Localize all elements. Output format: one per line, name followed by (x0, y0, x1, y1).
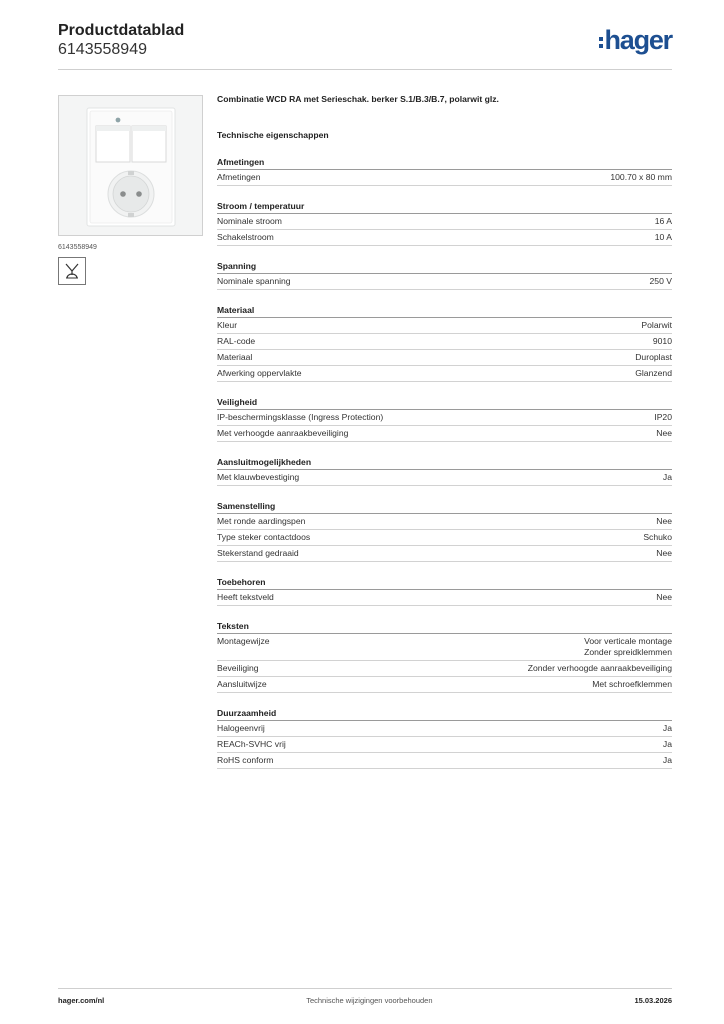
group-title: Teksten (217, 621, 672, 634)
property-value-line: Ja (662, 472, 672, 482)
technical-properties-heading: Technische eigenschappen (217, 130, 329, 140)
property-value-line: Nee (656, 428, 672, 438)
property-group (217, 305, 672, 382)
property-value (610, 172, 672, 183)
group-title: Afmetingen (217, 157, 672, 170)
property-row (217, 410, 672, 426)
property-row (217, 590, 672, 606)
logo-text: hager (604, 25, 672, 55)
property-row (217, 737, 672, 753)
property-label: Met verhoogde aanraakbeveiliging (217, 428, 349, 438)
property-label: IP-beschermingsklasse (Ingress Protection) (217, 412, 384, 422)
property-value-line: Nee (656, 592, 672, 602)
property-label: Materiaal (217, 352, 253, 362)
property-value (655, 216, 672, 227)
property-value (663, 739, 672, 750)
property-value-line: Met schroefklemmen (592, 679, 672, 689)
property-value (643, 532, 672, 543)
property-label: Stekerstand gedraaid (217, 548, 299, 558)
property-row (217, 214, 672, 230)
property-row (217, 677, 672, 693)
property-row (217, 318, 672, 334)
property-row (217, 634, 672, 661)
page-header (58, 22, 184, 59)
property-label: Heeft tekstveld (217, 592, 274, 602)
hager-logo (599, 26, 672, 54)
property-value (656, 428, 672, 439)
group-title: Samenstelling (217, 501, 672, 514)
socket-switch-image (59, 96, 202, 235)
property-value-line: Voor verticale montage (584, 636, 672, 646)
property-group (217, 397, 672, 442)
property-row (217, 170, 672, 186)
property-value-line: Nee (656, 516, 672, 526)
property-row (217, 546, 672, 562)
property-value (653, 336, 672, 347)
property-label: Afwerking oppervlakte (217, 368, 302, 378)
property-row (217, 661, 672, 677)
property-label: Type steker contactdoos (217, 532, 311, 542)
property-label: RoHS conform (217, 755, 274, 765)
product-photo (58, 95, 203, 236)
footer-website: hager.com/nl (58, 996, 105, 1005)
property-value (528, 663, 672, 674)
footer-divider (58, 988, 672, 989)
property-value (663, 472, 672, 483)
property-value (663, 755, 672, 766)
property-value-line: Duroplast (635, 352, 672, 362)
footer-date: 15.03.2026 (634, 996, 672, 1005)
property-label: Met klauwbevestiging (217, 472, 300, 482)
property-value-line: Ja (662, 739, 672, 749)
property-value-line: Schuko (643, 532, 672, 542)
group-title: Aansluitmogelijkheden (217, 457, 672, 470)
property-value-line: Glanzend (635, 368, 672, 378)
property-group (217, 621, 672, 693)
property-label: Montagewijze (217, 636, 270, 646)
property-value (656, 548, 672, 559)
property-group (217, 457, 672, 486)
property-label: Aansluitwijze (217, 679, 267, 689)
product-name: Combinatie WCD RA met Serieschak. berker S.1/B.3/B.7, polarwit glz. (217, 94, 499, 104)
property-value-line: 9010 (652, 336, 672, 346)
property-group (217, 201, 672, 246)
property-row (217, 230, 672, 246)
document-title: Productdatablad (58, 22, 185, 39)
property-value (656, 592, 672, 603)
group-title: Veiligheid (217, 397, 672, 410)
property-value-line: Ja (662, 723, 672, 733)
property-value (650, 276, 672, 287)
property-label: Kleur (217, 320, 238, 330)
logo-dots-icon (599, 37, 603, 48)
property-row (217, 514, 672, 530)
property-value-line: Ja (662, 755, 672, 765)
property-row (217, 426, 672, 442)
article-number: 6143558949 (58, 41, 147, 58)
property-value (635, 368, 672, 379)
property-row (217, 753, 672, 769)
property-label: Schakelstroom (217, 232, 274, 242)
group-title: Duurzaamheid (217, 708, 672, 721)
property-row (217, 334, 672, 350)
property-label: RAL-code (217, 336, 256, 346)
group-title: Toebehoren (217, 577, 672, 590)
property-value (635, 352, 672, 363)
property-value (655, 232, 672, 243)
property-value-line: Nee (656, 548, 672, 558)
property-group (217, 708, 672, 769)
property-label: REACh-SVHC vrij (217, 739, 286, 749)
property-row (217, 366, 672, 382)
group-title: Spanning (217, 261, 672, 274)
property-row (217, 470, 672, 486)
property-value (641, 320, 672, 331)
property-row (217, 350, 672, 366)
property-value (584, 636, 672, 658)
property-value (663, 723, 672, 734)
property-row (217, 274, 672, 290)
property-row (217, 721, 672, 737)
property-label: Nominale spanning (217, 276, 291, 286)
property-value (654, 412, 672, 423)
property-group (217, 501, 672, 562)
property-label: Nominale stroom (217, 216, 282, 226)
property-group (217, 261, 672, 290)
property-value (656, 516, 672, 527)
property-value (592, 679, 672, 690)
property-label: Afmetingen (217, 172, 261, 182)
property-label: Halogeenvrij (217, 723, 265, 733)
property-group (217, 577, 672, 606)
property-value-line: IP20 (654, 412, 672, 422)
property-value-line: Zonder verhoogde aanraakbeveiliging (527, 663, 672, 673)
property-group (217, 157, 672, 186)
property-value-line: 100.70 x 80 mm (610, 172, 672, 182)
footer-disclaimer: Technische wijzigingen voorbehouden (306, 996, 433, 1005)
property-groups (217, 157, 672, 769)
switch-symbol-icon (58, 257, 86, 285)
property-value-line: Polarwit (641, 320, 672, 330)
group-title: Materiaal (217, 305, 672, 318)
header-divider (58, 69, 672, 70)
property-value-line: 16 A (654, 216, 672, 226)
property-label: Beveiliging (217, 663, 259, 673)
page-footer (58, 996, 672, 1005)
photo-caption: 6143558949 (58, 244, 97, 251)
product-details (217, 94, 672, 769)
property-row (217, 530, 672, 546)
group-title: Stroom / temperatuur (217, 201, 672, 214)
property-value-line: Zonder spreidklemmen (584, 647, 672, 657)
property-value-line: 250 V (649, 276, 672, 286)
product-image-column (58, 95, 203, 285)
property-value-line: 10 A (654, 232, 672, 242)
property-label: Met ronde aardingspen (217, 516, 306, 526)
